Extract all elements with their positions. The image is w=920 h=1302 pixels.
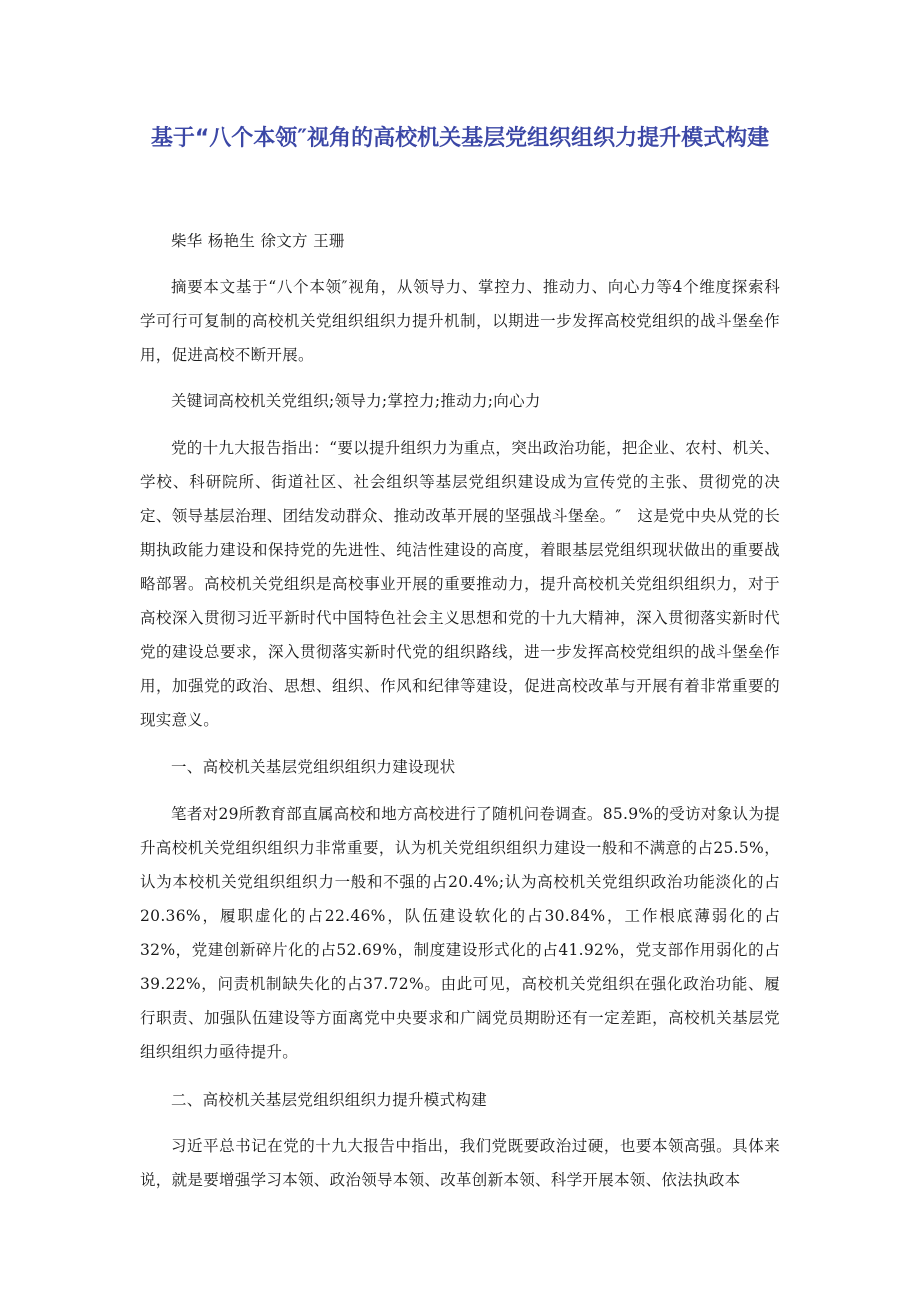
section-heading-2: 二、高校机关基层党组织组织力提升模式构建 [171, 1091, 488, 1109]
body-paragraph-3: 习近平总书记在党的十九大报告中指出，我们党既要政治过硬，也要本领高强。具体来说，就是要增强学习本领、政治领导本领、改革创新本领、科学开展本领、依法执政本 [140, 1137, 780, 1189]
body-paragraph-1: 党的十九大报告指出：“要以提升组织力为重点，突出政治功能，把企业、农村、机关、学校、科研院所、街道社区、社会组织等基层党组织建设成为宣传党的主张、贯彻党的决定、领导基层治理、团结发动群众、推动改革开展的坚强战斗堡垒。″ 这是党中央从党的长期执政能力建设和保持党的先进性、纯洁性建设的高度，着眼基层党组织现状做出的重要战略部署。高校机关党组织是高校事业开展的重要推动力，提升高校机关党组织组织力，对于高校深入贯彻习近平新时代中国特色社会主义思想和党的十九大精神，深入贯彻落实新时代党的建设总要求，深入贯彻落实新时代党的组织路线，进一步发挥高校党组织的战斗堡垒作用，加强党的政治、思想、组织、作风和纪律等建设，促进高校改革与开展有着非常重要的现实意义。 [140, 439, 780, 729]
section-heading-1: 一、高校机关基层党组织组织力建设现状 [171, 758, 456, 776]
article-authors: 柴华 杨艳生 徐文方 王珊 [171, 232, 345, 250]
article-title: 基于“八个本领″视角的高校机关基层党组织组织力提升模式构建 [150, 126, 770, 151]
body-paragraph-2: 笔者对29所教育部直属高校和地方高校进行了随机问卷调查。85.9%的受访对象认为提升高校机关党组织组织力非常重要，认为机关党组织组织力建设一般和不满意的占25.5%，认为本校机关党组织组织力一般和不强的占20.4%;认为高校机关党组织政治功能淡化的占20.36%，履职虚化的占22.46%，队伍建设软化的占30.84%，工作根底薄弱化的占32%，党建创新碎片化的占52.69%，制度建设形式化的占41.92%，党支部作用弱化的占39.22%，问责机制缺失化的占37.72%。由此可见，高校机关党组织在强化政治功能、履行职责、加强队伍建设等方面离党中央要求和广阔党员期盼还有一定差距，高校机关基层党组织组织力亟待提升。 [140, 805, 780, 1061]
article-keywords: 关键词高校机关党组织;领导力;掌控力;推动力;向心力 [171, 392, 541, 410]
article-abstract: 摘要本文基于“八个本领″视角，从领导力、掌控力、推动力、向心力等4个维度探索科学可行可复制的高校机关党组织组织力提升机制，以期进一步发挥高校党组织的战斗堡垒作用，促进高校不断开展。 [140, 278, 780, 364]
